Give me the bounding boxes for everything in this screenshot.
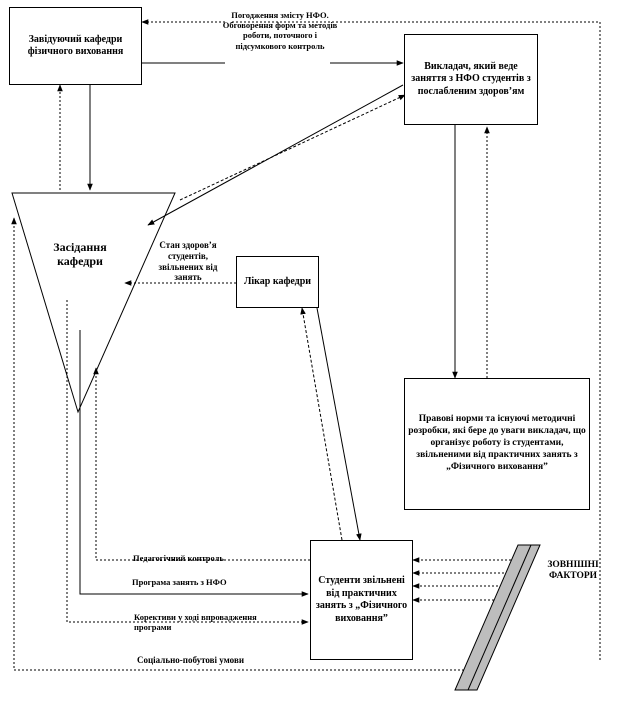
program-label: [132, 577, 227, 587]
documents-text: Правові норми та існуючі методичні розробки, які бере до уваги викладач, що організує роботу із студентами, звільненими від практичних занять з „Фізичного виховання”: [408, 414, 586, 472]
external-factors-bar: [455, 545, 540, 690]
external-factors-label: [538, 560, 608, 583]
correction-label: [134, 612, 274, 632]
documents-box: [404, 378, 590, 510]
arrow-doctor-to-students: [317, 308, 360, 540]
arrow-ped-control: [96, 368, 310, 560]
ped-control-label: [133, 553, 224, 563]
external-factors-text: ЗОВНІШНІ ФАКТОРИ: [547, 560, 599, 582]
ped-control-text: Педагогічний контроль: [133, 553, 224, 563]
agreement-text: Погодження змісту НФО. Обговорення форм та методів роботи, поточного і підсумкового контроль: [222, 10, 338, 51]
external-factors-bar-line: [468, 545, 531, 690]
students-text: Студенти звільнені від практичних занять з „Фізичного виховання”: [315, 575, 408, 624]
program-text: Програма занять з НФО: [132, 577, 227, 587]
social-text: Соціально-побутові умови: [137, 655, 245, 665]
teacher-text: Викладач, який веде заняття з НФО студентів з послабленим здоров’ям: [411, 60, 531, 97]
head-of-department-text: Завідуючий кафедри фізичного виховання: [27, 33, 124, 57]
health-state-text: Стан здоров’я студентів, звільнених від занять: [158, 240, 218, 283]
students-box: [310, 540, 413, 660]
meeting-triangle: [12, 193, 175, 412]
head-of-department-box: [9, 7, 142, 85]
teacher-box: [404, 34, 538, 125]
doctor-box: [236, 256, 319, 308]
agreement-label: [220, 10, 340, 51]
arrow-students-to-doctor: [302, 308, 342, 540]
social-label: [137, 655, 267, 666]
health-state-label: [150, 240, 226, 283]
correction-text: Корективи у ході впровадження програми: [134, 612, 257, 633]
arrow-meeting-to-teacher: [180, 95, 405, 200]
meeting-label: [40, 240, 120, 269]
doctor-text: Лікар кафедри: [243, 275, 312, 287]
meeting-text: Засідання кафедри: [53, 240, 107, 269]
